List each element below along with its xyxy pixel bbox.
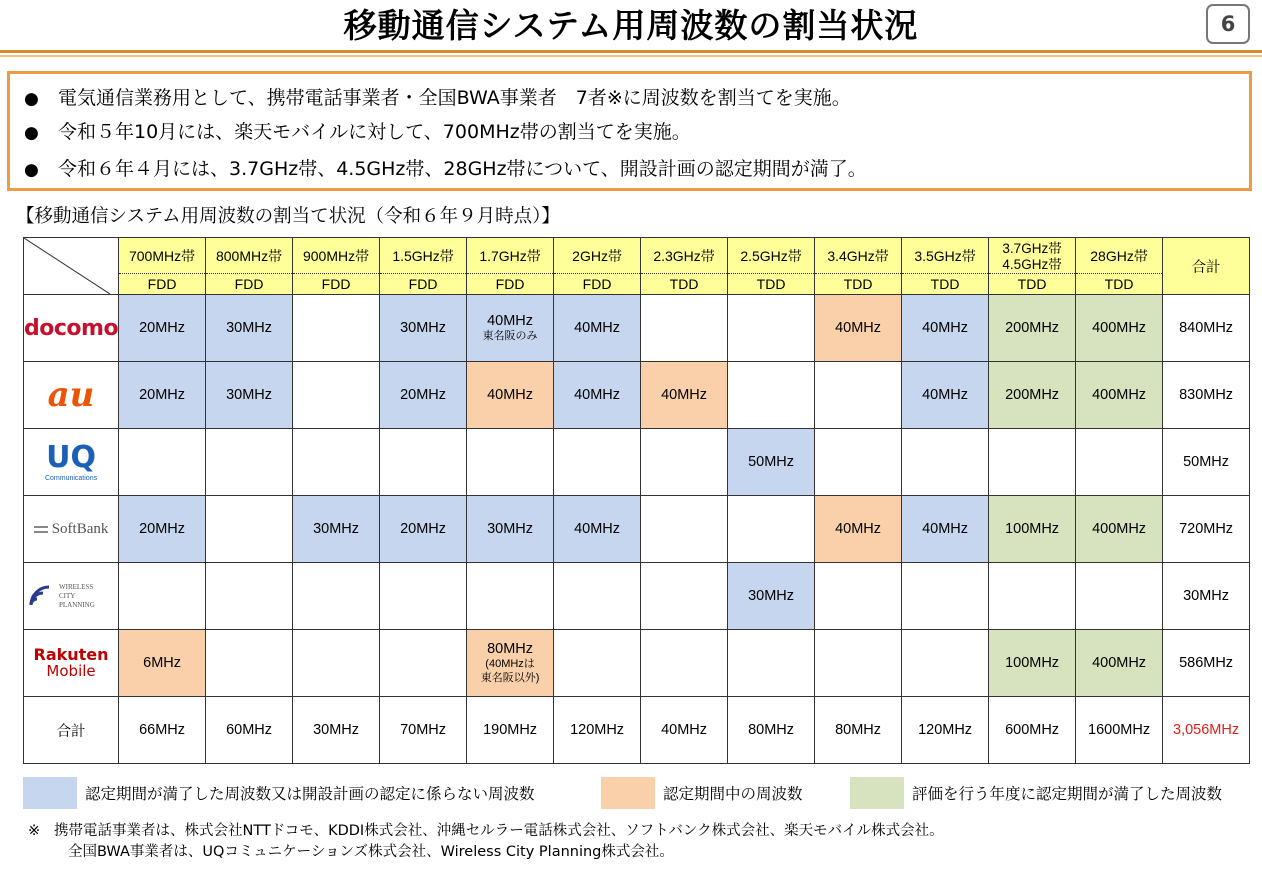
band-name: 700MHz帯 — [119, 239, 205, 274]
allocation-cell — [815, 630, 902, 697]
band-name: 3.4GHz帯 — [815, 239, 901, 274]
band-total: 80MHz — [815, 697, 902, 764]
footnote — [28, 821, 944, 863]
allocation-cell — [641, 295, 728, 362]
summary-item-text: 令和６年４月には、3.7GHz帯、4.5GHz帯、28GHz帯について、開設計画の認定期間が満了。 — [58, 158, 867, 180]
bullet-icon: ● — [24, 123, 39, 143]
total-column-header: 合計 — [1163, 238, 1250, 295]
brand-subtitle: Mobile — [46, 661, 96, 680]
bullet-icon: ● — [24, 160, 39, 180]
operator-total: 30MHz — [1163, 563, 1250, 630]
duplex-mode: FDD — [234, 275, 264, 292]
band-name: 28GHz帯 — [1076, 239, 1162, 274]
summary-item-text: 令和５年10月には、楽天モバイルに対して、700MHz帯の割当てを実施。 — [58, 121, 691, 143]
operator-logo-cell — [24, 429, 119, 496]
operator-row — [24, 630, 1250, 697]
operator-row — [24, 496, 1250, 563]
signal-arcs-icon — [29, 585, 55, 607]
allocation-note: 東名阪以外) — [480, 672, 540, 684]
allocation-cell: 20MHz — [380, 496, 467, 563]
band-name: 2.5GHz帯 — [728, 239, 814, 274]
allocation-cell — [467, 630, 554, 697]
band-header — [206, 238, 293, 295]
summary-item-text: 電気通信業務用として、携帯電話事業者・全国BWA事業者 7者※に周波数を割当てを実施。 — [58, 87, 851, 109]
band-name: 800MHz帯 — [206, 239, 292, 274]
band-header — [902, 238, 989, 295]
allocation-note: (40MHzは — [485, 658, 535, 670]
summary-box — [7, 71, 1252, 191]
duplex-mode: TDD — [1017, 275, 1047, 292]
legend-label: 評価を行う年度に認定期間が満了した周波数 — [912, 785, 1223, 803]
allocation-cell: 30MHz — [728, 563, 815, 630]
operator-logo-cell — [24, 496, 119, 563]
band-total: 1600MHz — [1076, 697, 1163, 764]
allocation-cell — [641, 563, 728, 630]
allocation-cell — [119, 563, 206, 630]
allocation-cell: 40MHz — [554, 496, 641, 563]
corner-cell — [24, 238, 119, 295]
allocation-cell: 20MHz — [380, 362, 467, 429]
allocation-cell — [206, 496, 293, 563]
duplex-mode: FDD — [408, 275, 438, 292]
band-header — [728, 238, 815, 295]
band-total: 120MHz — [554, 697, 641, 764]
allocation-cell — [554, 630, 641, 697]
allocation-cell: 40MHz — [554, 295, 641, 362]
operator-row — [24, 362, 1250, 429]
band-header — [554, 238, 641, 295]
allocation-cell — [728, 496, 815, 563]
operator-total: 586MHz — [1163, 630, 1250, 697]
brand-name: docomo — [24, 315, 119, 341]
allocation-cell — [989, 563, 1076, 630]
band-total: 120MHz — [902, 697, 989, 764]
allocation-cell: 40MHz — [641, 362, 728, 429]
allocation-note: 東名阪のみ — [482, 330, 538, 342]
brand-subtitle: Communications — [44, 474, 98, 482]
allocation-cell — [293, 429, 380, 496]
allocation-cell: 20MHz — [119, 496, 206, 563]
allocation-cell: 20MHz — [119, 295, 206, 362]
allocation-cell — [293, 630, 380, 697]
allocation-cell — [1076, 563, 1163, 630]
band-name: 3.5GHz帯 — [902, 239, 988, 274]
summary-item — [24, 117, 691, 147]
band-header — [380, 238, 467, 295]
band-header — [467, 238, 554, 295]
allocation-cell: 40MHz — [902, 362, 989, 429]
allocation-cell — [293, 295, 380, 362]
duplex-mode: TDD — [1104, 275, 1134, 292]
band-total: 70MHz — [380, 697, 467, 764]
allocation-cell — [815, 563, 902, 630]
allocation-cell: 100MHz — [989, 630, 1076, 697]
allocation-cell — [554, 563, 641, 630]
operator-row — [24, 429, 1250, 496]
band-name: 2.3GHz帯 — [641, 239, 727, 274]
allocation-cell — [641, 496, 728, 563]
allocation-cell — [902, 630, 989, 697]
allocation-cell — [206, 630, 293, 697]
softbank-logo-icon — [24, 521, 118, 538]
duplex-mode: TDD — [930, 275, 960, 292]
duplex-mode: TDD — [843, 275, 873, 292]
duplex-mode: FDD — [495, 275, 525, 292]
legend-swatch — [601, 777, 655, 809]
band-header — [641, 238, 728, 295]
band-total: 190MHz — [467, 697, 554, 764]
band-total: 600MHz — [989, 697, 1076, 764]
bullet-icon: ● — [24, 89, 39, 109]
allocation-cell: 6MHz — [119, 630, 206, 697]
band-name-line: 4.5GHz帯 — [1002, 256, 1062, 272]
operator-logo-cell — [24, 295, 119, 362]
allocation-cell — [902, 563, 989, 630]
allocation-cell — [293, 563, 380, 630]
duplex-mode: FDD — [321, 275, 351, 292]
allocation-cell: 400MHz — [1076, 362, 1163, 429]
rakuten-logo-icon — [24, 644, 118, 680]
footnote-text: 携帯電話事業者は、株式会社NTTドコモ、KDDI株式会社、沖縄セルラー電話株式会社、ソフトバンク株式会社、楽天モバイル株式会社。 — [54, 823, 944, 839]
allocation-cell — [1076, 429, 1163, 496]
brand-name: au — [47, 375, 95, 415]
legend-swatch — [23, 777, 77, 809]
band-header — [119, 238, 206, 295]
summary-item — [24, 83, 851, 113]
allocation-cell: 40MHz — [902, 496, 989, 563]
duplex-mode: FDD — [147, 275, 177, 292]
operator-total: 840MHz — [1163, 295, 1250, 362]
summary-item — [24, 154, 867, 184]
frequency-allocation-table — [23, 237, 1250, 764]
band-header — [1076, 238, 1163, 295]
operator-row — [24, 295, 1250, 362]
allocation-value: 80MHz — [487, 641, 534, 657]
band-name — [989, 239, 1075, 274]
totals-row-label: 合計 — [24, 697, 119, 764]
allocation-cell: 50MHz — [728, 429, 815, 496]
allocation-cell — [206, 429, 293, 496]
brand-name: SoftBank — [51, 520, 109, 537]
operator-logo-cell — [24, 563, 119, 630]
band-header — [989, 238, 1076, 295]
allocation-cell — [728, 295, 815, 362]
band-total: 30MHz — [293, 697, 380, 764]
operator-logo-cell — [24, 362, 119, 429]
band-total: 80MHz — [728, 697, 815, 764]
allocation-cell — [119, 429, 206, 496]
allocation-cell: 100MHz — [989, 496, 1076, 563]
legend-label: 認定期間中の周波数 — [663, 785, 803, 803]
brand-line: WIRELESS — [59, 582, 94, 591]
brand-line: PLANNING — [59, 600, 95, 609]
legend-label: 認定期間が満了した周波数又は開設計画の認定に係らない周波数 — [85, 785, 535, 803]
operator-total: 50MHz — [1163, 429, 1250, 496]
au-logo-icon — [24, 375, 118, 415]
allocation-cell: 30MHz — [380, 295, 467, 362]
footnote-line — [28, 821, 944, 842]
brand-line: CITY — [59, 591, 76, 600]
band-name: 2GHz帯 — [554, 239, 640, 274]
allocation-cell: 40MHz — [467, 362, 554, 429]
allocation-cell: 20MHz — [119, 362, 206, 429]
band-header-row — [24, 238, 1250, 295]
wcp-logo-icon — [24, 583, 118, 610]
allocation-cell — [467, 295, 554, 362]
allocation-cell — [380, 429, 467, 496]
allocation-cell — [467, 563, 554, 630]
allocation-cell: 400MHz — [1076, 496, 1163, 563]
legend-item — [850, 776, 1222, 810]
brand-name: UQ — [46, 439, 96, 475]
legend-item — [23, 776, 535, 810]
allocation-cell: 40MHz — [902, 295, 989, 362]
allocation-cell — [815, 429, 902, 496]
operator-total: 830MHz — [1163, 362, 1250, 429]
title-rule-secondary — [0, 55, 1262, 57]
brand-name — [59, 583, 95, 610]
band-name: 900MHz帯 — [293, 239, 379, 274]
allocation-value: 40MHz — [487, 313, 534, 329]
operator-logo-cell — [24, 630, 119, 697]
allocation-cell — [641, 429, 728, 496]
operator-total: 720MHz — [1163, 496, 1250, 563]
allocation-cell: 40MHz — [554, 362, 641, 429]
table-caption: 【移動通信システム用周波数の割当て状況（令和６年９月時点）】 — [16, 206, 560, 227]
docomo-logo-icon — [24, 316, 118, 341]
duplex-mode: TDD — [756, 275, 786, 292]
band-total: 66MHz — [119, 697, 206, 764]
title-rule — [0, 50, 1262, 53]
allocation-cell: 200MHz — [989, 362, 1076, 429]
allocation-cell — [380, 563, 467, 630]
allocation-cell — [206, 563, 293, 630]
allocation-cell — [293, 362, 380, 429]
softbank-bars-icon — [34, 526, 48, 533]
allocation-cell — [989, 429, 1076, 496]
legend-swatch — [850, 777, 904, 809]
duplex-mode: TDD — [669, 275, 699, 292]
allocation-cell: 30MHz — [293, 496, 380, 563]
band-name-line: 3.7GHz帯 — [1002, 240, 1062, 256]
allocation-cell: 30MHz — [206, 295, 293, 362]
allocation-cell — [554, 429, 641, 496]
allocation-cell: 400MHz — [1076, 630, 1163, 697]
band-header — [815, 238, 902, 295]
allocation-cell: 200MHz — [989, 295, 1076, 362]
totals-row — [24, 697, 1250, 764]
footnote-mark: ※ — [28, 823, 41, 839]
band-total: 40MHz — [641, 697, 728, 764]
allocation-cell: 30MHz — [467, 496, 554, 563]
allocation-cell — [728, 362, 815, 429]
allocation-cell: 40MHz — [815, 496, 902, 563]
footnote-line: 全国BWA事業者は、UQコミュニケーションズ株式会社、Wireless City Planning株式会社。 — [68, 844, 674, 860]
allocation-cell — [467, 429, 554, 496]
allocation-cell: 40MHz — [815, 295, 902, 362]
allocation-cell — [815, 362, 902, 429]
band-total: 60MHz — [206, 697, 293, 764]
diagonal-line-icon — [24, 238, 110, 294]
band-name: 1.5GHz帯 — [380, 239, 466, 274]
uq-logo-icon — [24, 439, 118, 482]
grand-total: 3,056MHz — [1163, 697, 1250, 764]
legend-item — [601, 776, 803, 810]
allocation-cell: 30MHz — [206, 362, 293, 429]
allocation-cell: 400MHz — [1076, 295, 1163, 362]
allocation-cell — [641, 630, 728, 697]
band-header — [293, 238, 380, 295]
band-name: 1.7GHz帯 — [467, 239, 553, 274]
page-title: 移動通信システム用周波数の割当状況 — [343, 6, 919, 45]
duplex-mode: FDD — [582, 275, 612, 292]
allocation-cell — [728, 630, 815, 697]
allocation-cell — [380, 630, 467, 697]
operator-row — [24, 563, 1250, 630]
brand-name: Rakuten — [33, 644, 109, 664]
allocation-cell — [902, 429, 989, 496]
page-number-badge: 6 — [1206, 4, 1250, 44]
